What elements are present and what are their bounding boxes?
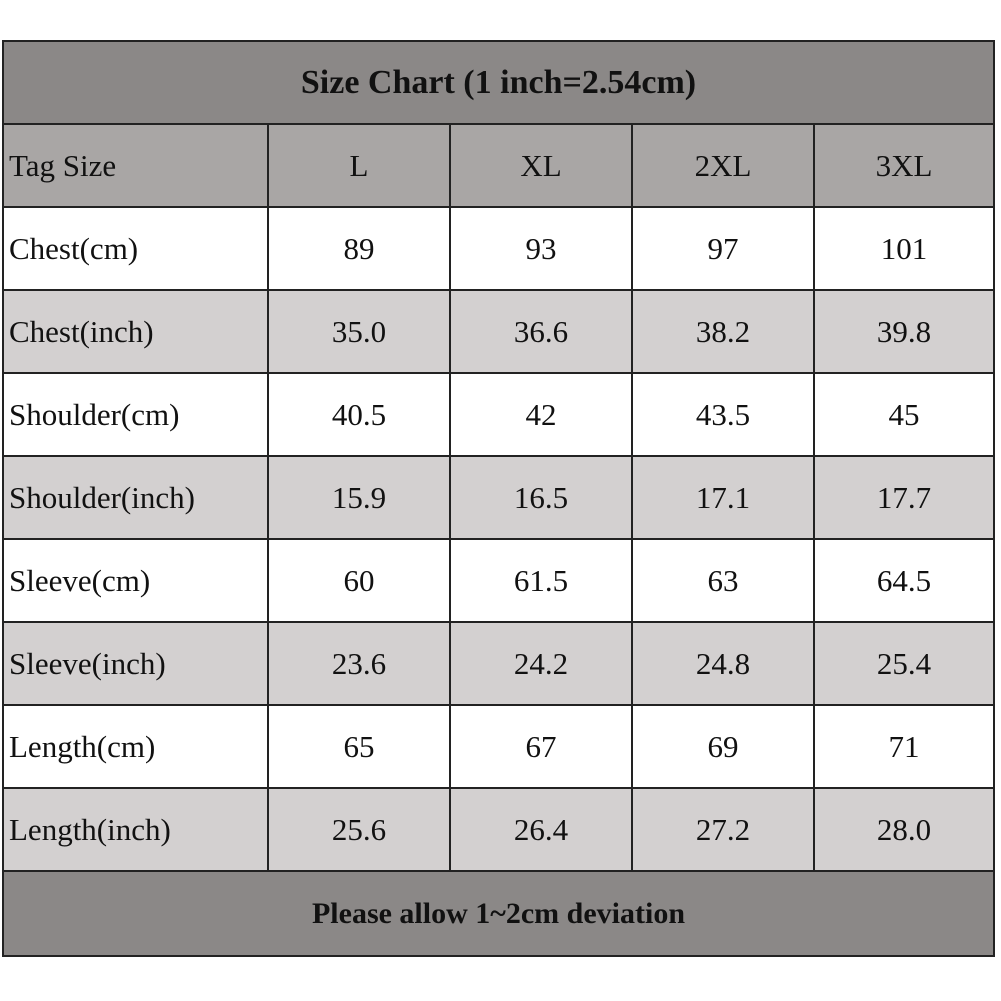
- value-cell: 67: [451, 706, 633, 789]
- header-size-cell: L: [269, 125, 451, 208]
- row-label-cell: Shoulder(inch): [4, 457, 269, 540]
- deviation-note: Please allow 1~2cm deviation: [4, 872, 993, 955]
- value-cell: 60: [269, 540, 451, 623]
- value-cell: 24.8: [633, 623, 815, 706]
- row-label-cell: Chest(inch): [4, 291, 269, 374]
- value-cell: 71: [815, 706, 993, 789]
- value-cell: 40.5: [269, 374, 451, 457]
- value-cell: 15.9: [269, 457, 451, 540]
- value-cell: 97: [633, 208, 815, 291]
- value-cell: 93: [451, 208, 633, 291]
- value-cell: 61.5: [451, 540, 633, 623]
- chart-title: Size Chart (1 inch=2.54cm): [4, 42, 993, 125]
- header-size-cell: 2XL: [633, 125, 815, 208]
- row-label-cell: Length(inch): [4, 789, 269, 872]
- row-label-cell: Sleeve(inch): [4, 623, 269, 706]
- value-cell: 25.6: [269, 789, 451, 872]
- header-label-cell: Tag Size: [4, 125, 269, 208]
- value-cell: 26.4: [451, 789, 633, 872]
- value-cell: 45: [815, 374, 993, 457]
- value-cell: 27.2: [633, 789, 815, 872]
- value-cell: 64.5: [815, 540, 993, 623]
- value-cell: 17.1: [633, 457, 815, 540]
- row-label-cell: Length(cm): [4, 706, 269, 789]
- value-cell: 65: [269, 706, 451, 789]
- value-cell: 35.0: [269, 291, 451, 374]
- row-label-cell: Chest(cm): [4, 208, 269, 291]
- value-cell: 23.6: [269, 623, 451, 706]
- header-size-cell: 3XL: [815, 125, 993, 208]
- value-cell: 25.4: [815, 623, 993, 706]
- value-cell: 43.5: [633, 374, 815, 457]
- value-cell: 36.6: [451, 291, 633, 374]
- row-label-cell: Shoulder(cm): [4, 374, 269, 457]
- value-cell: 101: [815, 208, 993, 291]
- value-cell: 16.5: [451, 457, 633, 540]
- value-cell: 28.0: [815, 789, 993, 872]
- value-cell: 63: [633, 540, 815, 623]
- value-cell: 39.8: [815, 291, 993, 374]
- header-size-cell: XL: [451, 125, 633, 208]
- value-cell: 89: [269, 208, 451, 291]
- value-cell: 17.7: [815, 457, 993, 540]
- value-cell: 38.2: [633, 291, 815, 374]
- value-cell: 42: [451, 374, 633, 457]
- value-cell: 24.2: [451, 623, 633, 706]
- size-chart-table: [2, 40, 995, 957]
- row-label-cell: Sleeve(cm): [4, 540, 269, 623]
- value-cell: 69: [633, 706, 815, 789]
